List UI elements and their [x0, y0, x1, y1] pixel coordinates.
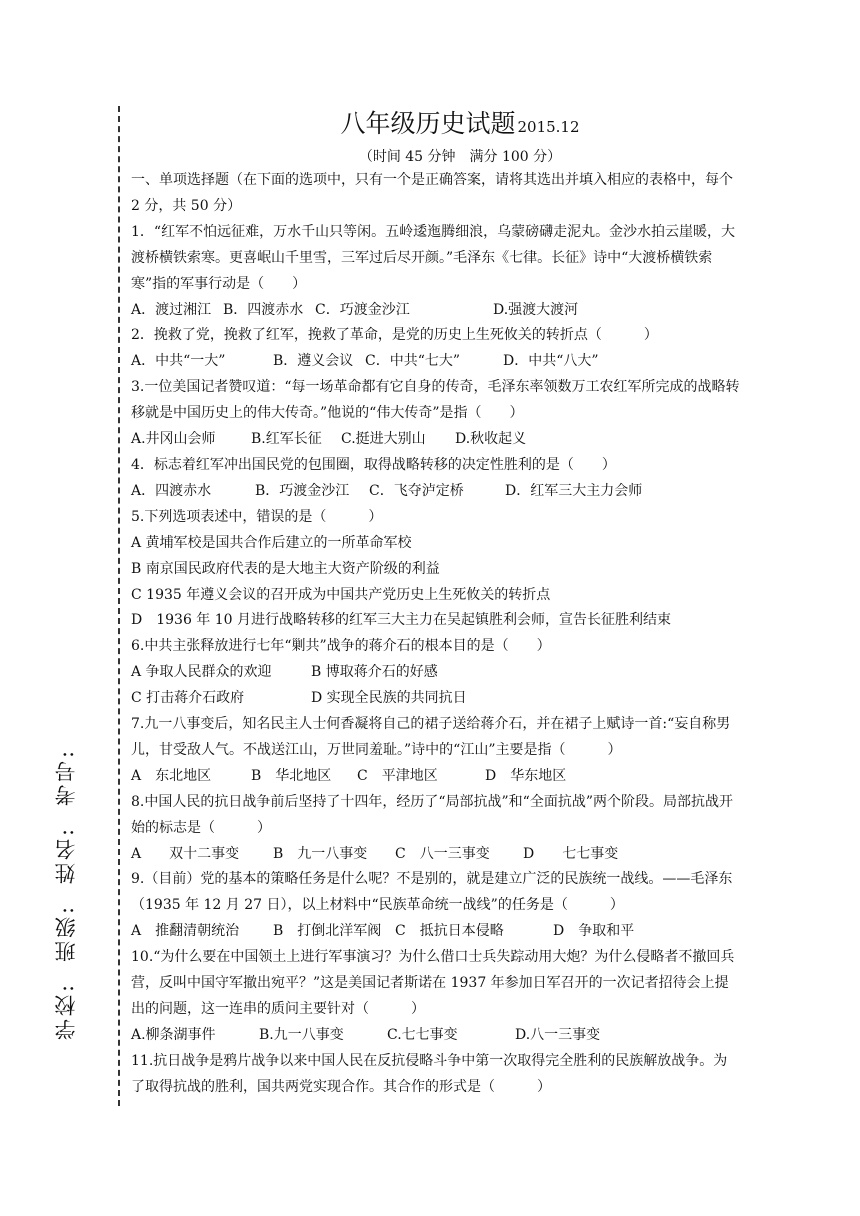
question-5-option-d: D 1936 年 10 月进行战略转移的红军三大主力在吴起镇胜利会师，宣告长征胜利结束: [131, 612, 672, 629]
exam-number-label: 考号:: [54, 747, 78, 806]
title-date: 2015.12: [517, 118, 580, 136]
option-c: C．飞夺泸定桥: [369, 482, 464, 499]
option-d: D.八一三事变: [515, 1026, 601, 1043]
option-d: D 争取和平: [553, 923, 635, 940]
option-b: B．四渡赤水: [223, 301, 304, 318]
option-d: D.强渡大渡河: [493, 301, 579, 318]
question-list: [131, 168, 741, 1101]
question-3-options: [131, 427, 741, 453]
question-9-stem: 9.（目前）党的基本的策略任务是什么呢？不是别的，就是建立广泛的民族统一战线。——毛泽东（1935 年 12 月 27 日），以上材料中“民族革命统一战线”的任务是（ ）: [131, 871, 733, 914]
option-b: B 博取蒋介石的好感: [311, 664, 438, 681]
student-info-labels: [46, 747, 86, 1040]
option-a: A.柳条湖事件: [131, 1026, 216, 1043]
question-5-stem: 5.下列选项表述中，错误的是（ ）: [131, 508, 383, 525]
option-a: A.井冈山会师: [131, 431, 216, 448]
page-title: [0, 104, 860, 140]
binding-line: [118, 106, 120, 1106]
option-c: C.挺进大别山: [341, 431, 426, 448]
question-11-stem: 11.抗日战争是鸦片战争以来中国人民在反抗侵略斗争中第一次取得完全胜利的民族解放战争。为了取得抗战的胜利，国共两党实现合作。其合作的形式是（ ）: [131, 1052, 728, 1095]
option-b: B.红军长征: [251, 431, 322, 448]
option-c: C 抵抗日本侵略: [395, 923, 504, 940]
question-6-stem: 6.中共主张释放进行七年“剿共”战争的蒋介石的根本目的是（ ）: [131, 638, 551, 655]
question-5-option-a: A 黄埔军校是国共合作后建立的一所革命军校: [131, 534, 412, 551]
school-label: 学校:: [54, 981, 78, 1040]
option-a: A 推翻清朝统治: [131, 923, 240, 940]
option-a: A．渡过湘江: [131, 301, 212, 318]
option-d: D 实现全民族的共同抗日: [311, 690, 467, 707]
question-7-stem: 7.九一八事变后，知名民主人士何香凝将自己的裙子送给蒋介石，并在裙子上赋诗一首:“妄自称男儿，甘受敌人气。不战送江山，万世同羞耻。”诗中的“江山”主要是指（ ）: [131, 716, 731, 758]
question-2-stem: 2．挽救了党，挽救了红军，挽救了革命，是党的历史上生死攸关的转折点（ ）: [131, 327, 658, 344]
class-label: 班级:: [54, 903, 78, 962]
question-5-option-b: B 南京国民政府代表的是大地主大资产阶级的利益: [131, 560, 440, 577]
name-label: 姓名:: [54, 825, 78, 884]
option-b: B.九一八事变: [259, 1026, 344, 1043]
question-6-options-ab: [131, 660, 741, 686]
exam-info: （时间 45 分钟 满分 100 分）: [358, 149, 562, 165]
option-b: B 华北地区: [251, 767, 332, 784]
title-text: 八年级历史试题: [340, 109, 516, 138]
option-c: C 平津地区: [357, 767, 438, 784]
option-b: B 九一八事变: [273, 845, 368, 862]
option-c: C 八一三事变: [395, 845, 490, 862]
question-4-stem: 4．标志着红军冲出国民党的包围圈，取得战略转移的决定性胜利的是（ ）: [131, 456, 616, 473]
option-b: B．巧渡金沙江: [255, 482, 350, 499]
option-d: D．中共“八大”: [503, 353, 599, 370]
question-6-options-cd: [131, 686, 741, 712]
question-8-stem: 8.中国人民的抗日战争前后坚持了十四年，经历了“局部抗战”和“全面抗战”两个阶段。局部抗战开始的标志是（ ）: [131, 793, 733, 836]
question-10-stem: 10.“为什么要在中国领土上进行军事演习？为什么借口士兵失踪动用大炮？为什么侵略者不撤回兵营，反叫中国守军撤出宛平？”这是美国记者斯诺在 1937 年参加日军召开的一次记者招待会上提出的问题，这一连串的质问主要针对（ ）: [131, 949, 735, 1017]
option-a: A 争取人民群众的欢迎: [131, 664, 272, 681]
question-1-stem: 1．“红军不怕远征难，万水千山只等闲。五岭逶迤腾细浪，乌蒙磅礴走泥丸。金沙水拍云崖暖，大渡桥横铁索寒。更喜岷山千里雪，三军过后尽开颜。”毛泽东《七律。长征》诗中“大渡桥横铁索寒”指的军事行动是（ ）: [131, 223, 736, 292]
option-c: C.七七事变: [387, 1026, 458, 1043]
question-7-options: [131, 764, 741, 790]
option-d: D 七七事变: [523, 845, 619, 862]
option-c: C．中共“七大”: [365, 353, 461, 370]
section-heading: 一、单项选择题（在下面的选项中，只有一个是正确答案，请将其选出并填入相应的表格中，每个 2 分，共 50 分）: [131, 172, 733, 214]
question-10-options: [131, 1023, 741, 1049]
option-b: B 打倒北洋军阀: [273, 923, 382, 940]
option-d: D．红军三大主力会师: [505, 482, 643, 499]
question-9-options: [131, 919, 741, 945]
option-c: C 打击蒋介石政府: [131, 690, 245, 707]
option-a: A．中共“一大”: [131, 353, 226, 370]
question-1-options: [131, 298, 741, 324]
option-c: C．巧渡金沙江: [315, 301, 410, 318]
question-5-option-c: C 1935 年遵义会议的召开成为中国共产党历史上生死攸关的转折点: [131, 586, 551, 603]
question-4-options: [131, 479, 741, 505]
option-d: D.秋收起义: [455, 431, 527, 448]
option-a: A 双十二事变: [131, 845, 240, 862]
option-a: A．四渡赤水: [131, 482, 212, 499]
question-8-options: [131, 842, 741, 868]
question-2-options: [131, 349, 741, 375]
option-b: B．遵义会议: [273, 353, 354, 370]
question-3-stem: 3.一位美国记者赞叹道：“每一场革命都有它自身的传奇，毛泽东率领数万工农红军所完成的战略转移就是中国历史上的伟大传奇。”他说的“伟大传奇”是指（ ）: [131, 379, 740, 422]
option-a: A 东北地区: [131, 767, 212, 784]
option-d: D 华东地区: [485, 767, 567, 784]
